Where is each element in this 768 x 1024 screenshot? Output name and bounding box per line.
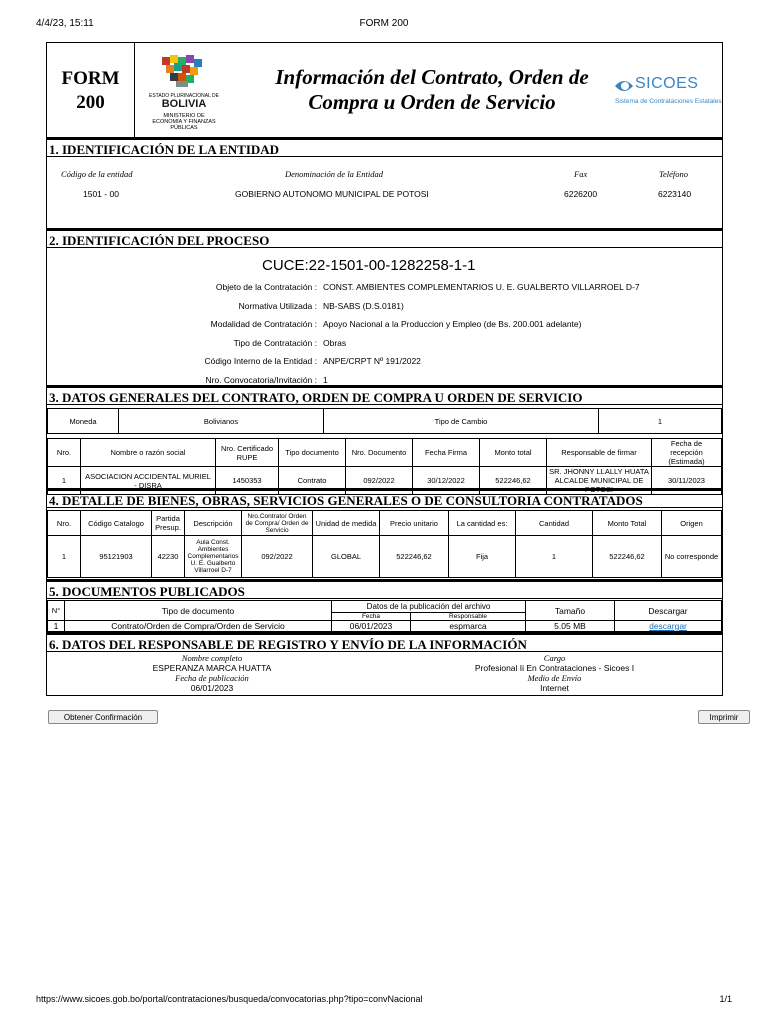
row-label: Normativa Utilizada :	[238, 300, 317, 311]
title-line2: Compra u Orden de Servicio	[308, 90, 556, 114]
col-header: Monto total	[480, 439, 547, 467]
row-value: Obras	[323, 337, 347, 348]
process-row	[47, 375, 724, 394]
label-medio: Medio de Envío	[527, 673, 582, 683]
section-1-body	[46, 157, 723, 229]
col-header: Descripción	[185, 511, 242, 536]
cell: 1	[48, 621, 65, 632]
sicoes-logo	[613, 73, 723, 113]
label-nombre: Nombre completo	[181, 653, 243, 663]
table-row	[48, 621, 722, 632]
process-row	[47, 319, 724, 338]
bolivia-top-text: ESTADO PLURINACIONAL DE	[148, 93, 219, 99]
cell: 1	[516, 536, 593, 578]
value-telefono: 6223140	[658, 189, 692, 199]
col-header: Código Catalogo	[81, 511, 152, 536]
section-2-body	[46, 248, 723, 386]
value-medio: Internet	[540, 683, 569, 693]
process-row	[47, 356, 724, 375]
process-rows	[47, 282, 724, 393]
form-label: FORM	[61, 68, 120, 89]
section-6-title: 6. DATOS DEL RESPONSABLE DE REGISTRO Y ENVÍO DE LA INFORMACIÓN	[46, 633, 723, 652]
currency-table	[47, 408, 722, 434]
form-header	[46, 42, 723, 138]
form-page	[46, 42, 723, 696]
col-header: Monto Total	[593, 511, 662, 536]
label-denominacion: Denominación de la Entidad	[285, 169, 383, 179]
page-title	[247, 65, 617, 115]
col-header: Cantidad	[516, 511, 593, 536]
moneda-label: Moneda	[48, 409, 119, 434]
print-title: FORM 200	[359, 18, 409, 29]
section-5-title: 5. DOCUMENTOS PUBLICADOS	[46, 580, 723, 599]
cell: Contrato	[279, 467, 346, 495]
table-header-row	[48, 439, 722, 467]
download-cell	[615, 621, 722, 632]
row-label: Código Interno de la Entidad :	[204, 356, 317, 366]
process-row	[47, 301, 724, 320]
cuce-code: CUCE:22-1501-00-1282258-1-1	[262, 257, 476, 274]
table-row	[48, 536, 722, 578]
cambio-value: 1	[599, 409, 722, 434]
row-value: NB-SABS (D.S.0181)	[323, 300, 404, 311]
col-header: Fecha	[332, 613, 411, 621]
print-button[interactable]: Imprimir	[698, 710, 750, 724]
documents-table	[47, 600, 722, 632]
col-header: Precio unitario	[380, 511, 449, 536]
col-header: Responsable de firmar	[547, 439, 652, 467]
col-header: Nro.	[48, 511, 81, 536]
cell: 092/2022	[346, 467, 413, 495]
cell: 1	[48, 467, 81, 495]
cell: Fija	[449, 536, 516, 578]
bolivia-emblem-icon	[154, 53, 214, 91]
cell: 5.05 MB	[526, 621, 615, 632]
print-page: 1/1	[719, 994, 732, 1004]
sicoes-name: SICOES	[635, 75, 699, 92]
cell: 522246,62	[380, 536, 449, 578]
form-code: 200	[76, 92, 105, 113]
cell: 092/2022	[242, 536, 313, 578]
row-label: Tipo de Contratación :	[233, 337, 317, 348]
col-header: Origen	[662, 511, 722, 536]
col-header: Datos de la publicación del archivo	[332, 601, 526, 613]
label-fax: Fax	[574, 169, 588, 179]
sicoes-subtitle: Sistema de Contrataciones Estatales	[615, 98, 722, 105]
detail-table	[47, 510, 722, 578]
table-header-row	[48, 511, 722, 536]
col-header: Descargar	[615, 601, 722, 621]
row-value: CONST. AMBIENTES COMPLEMENTARIOS U. E. GUALBERTO VILLARROEL D-7	[323, 282, 640, 292]
col-header: N°	[48, 601, 65, 621]
col-header: Nro.	[48, 439, 81, 467]
table-header-row	[48, 601, 722, 613]
moneda-value: Bolivianos	[119, 409, 324, 434]
download-link[interactable]: descargar	[649, 621, 687, 631]
value-denominacion: GOBIERNO AUTONOMO MUNICIPAL DE POTOSI	[235, 189, 429, 199]
cell: 522246,62	[593, 536, 662, 578]
row-value: ANPE/CRPT Nº 191/2022	[323, 356, 421, 366]
row-label: Modalidad de Contratación :	[210, 319, 317, 329]
cambio-label: Tipo de Cambio	[324, 409, 599, 434]
cell: 1450353	[216, 467, 279, 495]
value-codigo: 1501 - 00	[83, 189, 119, 199]
cell: 522246,62	[480, 467, 547, 495]
cell: 1	[48, 536, 81, 578]
section-4-title: 4. DETALLE DE BIENES, OBRAS, SERVICIOS GENERALES O DE CONSULTORIA CONTRATADOS	[46, 489, 723, 508]
process-row	[47, 338, 724, 357]
cell: 95121903	[81, 536, 152, 578]
section-6-body	[46, 652, 723, 696]
row-value: 1	[323, 374, 328, 385]
form-number	[47, 43, 135, 137]
col-header: Tamaño	[526, 601, 615, 621]
col-header: Nro.Contrato/ Orden de Compra/ Orden de Servicio	[242, 511, 313, 536]
col-header: Fecha de recepción (Estimada)	[652, 439, 722, 467]
value-fax: 6226200	[564, 189, 598, 199]
ministry-line2: ECONOMÍA Y FINANZAS PÚBLICAS	[152, 119, 216, 131]
title-line1: Información del Contrato, Orden de	[275, 65, 589, 89]
section-3-body	[46, 405, 723, 494]
cell: 06/01/2023	[332, 621, 411, 632]
col-header: La cantidad es:	[449, 511, 516, 536]
col-header: Partida Presup.	[152, 511, 185, 536]
cell: espmarca	[411, 621, 526, 632]
cell: ASOCIACION ACCIDENTAL MURIEL - DISRA	[81, 467, 216, 495]
col-header: Tipo documento	[279, 439, 346, 467]
col-header: Fecha Firma	[413, 439, 480, 467]
cell: No corresponde	[662, 536, 722, 578]
cell: GLOBAL	[313, 536, 380, 578]
row-label: Objeto de la Contratación :	[215, 282, 317, 292]
bolivia-logo	[139, 53, 229, 133]
col-header: Unidad de medida	[313, 511, 380, 536]
col-header: Responsable	[411, 613, 526, 621]
value-fecha: 06/01/2023	[190, 683, 234, 693]
label-telefono: Teléfono	[659, 169, 688, 179]
cell: 30/11/2023	[652, 467, 722, 495]
cell: SR. JHONNY LLALLY HUATA ALCALDE MUNICIPAL DE POTOSI	[547, 467, 652, 495]
section-4-body	[46, 508, 723, 580]
value-cargo: Profesional Ii En Contrataciones - Sicoes I	[474, 663, 635, 673]
col-header: Tipo de documento	[65, 601, 332, 621]
col-header: Nro. Certificado RUPE	[216, 439, 279, 467]
label-fecha: Fecha de publicación	[175, 673, 249, 683]
section-5-body	[46, 599, 723, 633]
cell: 30/12/2022	[413, 467, 480, 495]
label-cargo: Cargo	[543, 653, 566, 663]
row-value: Apoyo Nacional a la Produccion y Empleo (de Bs. 200.001 adelante)	[323, 319, 582, 329]
contract-table	[47, 438, 722, 495]
col-header: Nombre o razón social	[81, 439, 216, 467]
col-header: Nro. Documento	[346, 439, 413, 467]
cell: Contrato/Orden de Compra/Orden de Servicio	[65, 621, 332, 632]
print-datetime: 4/4/23, 15:11	[36, 18, 94, 29]
section-1-title: 1. IDENTIFICACIÓN DE LA ENTIDAD	[46, 138, 723, 157]
row-label: Nro. Convocatoria/Invitación :	[205, 374, 317, 385]
value-nombre: ESPERANZA MARCA HUATTA	[152, 663, 272, 673]
cell: 42230	[152, 536, 185, 578]
ministry-line1: MINISTERIO DE	[163, 113, 205, 119]
section-2-title: 2. IDENTIFICACIÓN DEL PROCESO	[46, 229, 723, 248]
process-row	[47, 282, 724, 301]
label-codigo: Código de la entidad	[61, 169, 133, 179]
table-row	[48, 467, 722, 495]
cell: Aula Const. Ambientes Complementarios U. E. Gualberto Villarroel D-7	[185, 536, 242, 578]
sicoes-eye-icon	[613, 75, 635, 97]
confirm-button[interactable]: Obtener Confirmación	[48, 710, 158, 724]
bolivia-name: BOLIVIA	[161, 98, 207, 110]
section-3-title: 3. DATOS GENERALES DEL CONTRATO, ORDEN DE COMPRA U ORDEN DE SERVICIO	[46, 386, 723, 405]
print-url: https://www.sicoes.gob.bo/portal/contrataciones/busqueda/convocatorias.php?tipo=convNacional	[36, 994, 423, 1004]
